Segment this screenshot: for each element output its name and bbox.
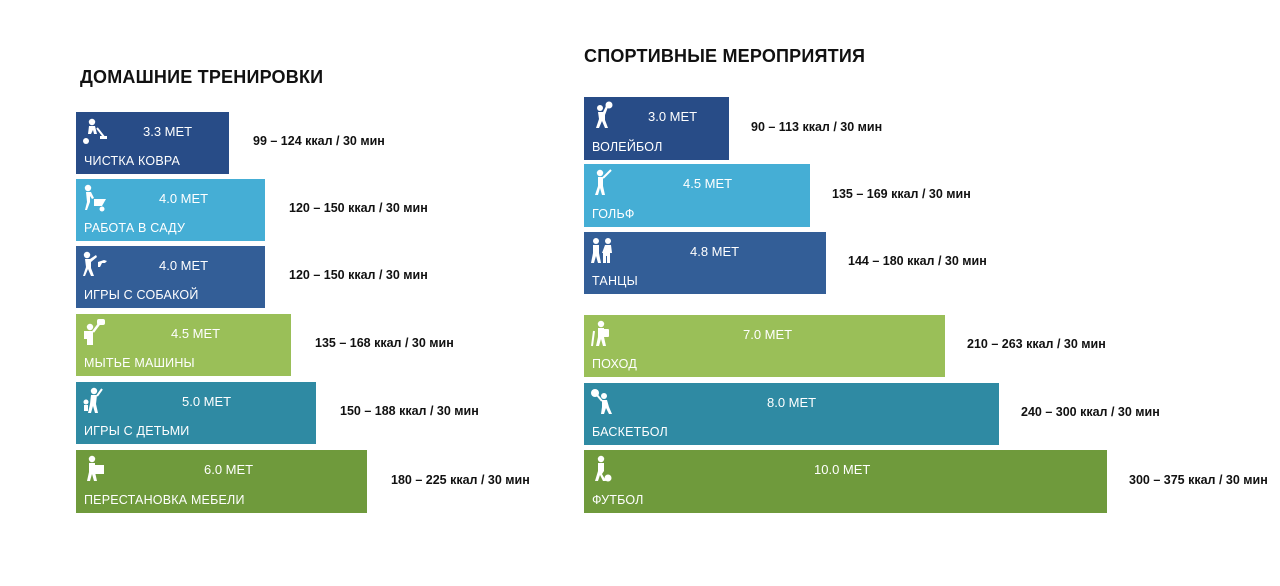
soccer-icon — [588, 454, 616, 484]
activity-label: ГОЛЬФ — [592, 207, 635, 221]
met-value-label: 6.0 МЕТ — [204, 462, 254, 477]
bar — [584, 97, 729, 160]
met-value-label: 5.0 МЕТ — [182, 394, 232, 409]
met-value-label: 10.0 МЕТ — [814, 462, 871, 477]
kcal-label: 180 – 225 ккал / 30 мин — [391, 473, 530, 487]
met-value-label: 4.0 МЕТ — [159, 258, 209, 273]
kcal-label: 120 – 150 ккал / 30 мин — [289, 268, 428, 282]
moving-furniture-icon — [80, 454, 108, 484]
met-value-label: 8.0 МЕТ — [767, 395, 817, 410]
gardening-wheelbarrow-icon — [80, 183, 108, 213]
activity-label: ПЕРЕСТАНОВКА МЕБЕЛИ — [84, 493, 245, 507]
golf-icon — [588, 168, 616, 198]
met-value-label: 4.0 МЕТ — [159, 191, 209, 206]
bar — [76, 112, 229, 174]
bar — [76, 246, 265, 308]
washing-car-icon — [80, 318, 108, 348]
activity-label: ЧИСТКА КОВРА — [84, 154, 181, 168]
hiking-icon — [588, 319, 616, 349]
bar — [76, 179, 265, 241]
activity-label: ФУТБОЛ — [592, 493, 644, 507]
bar — [584, 383, 999, 445]
met-value-label: 3.3 МЕТ — [143, 124, 193, 139]
activity-label: ВОЛЕЙБОЛ — [592, 140, 663, 154]
kcal-label: 99 – 124 ккал / 30 мин — [253, 134, 385, 148]
met-value-label: 4.8 МЕТ — [690, 244, 740, 259]
bar — [584, 164, 810, 227]
vacuum-cleaning-icon — [80, 116, 108, 146]
activity-label: ТАНЦЫ — [592, 274, 638, 288]
met-value-label: 4.5 МЕТ — [683, 176, 733, 191]
playing-with-dog-icon — [80, 250, 108, 280]
bar — [76, 314, 291, 376]
bar — [76, 382, 316, 444]
met-value-label: 3.0 МЕТ — [648, 109, 698, 124]
met-value-label: 7.0 МЕТ — [743, 327, 793, 342]
activity-label: БАСКЕТБОЛ — [592, 425, 668, 439]
kcal-label: 210 – 263 ккал / 30 мин — [967, 337, 1106, 351]
bar — [584, 232, 826, 294]
kcal-label: 240 – 300 ккал / 30 мин — [1021, 405, 1160, 419]
activity-label: РАБОТА В САДУ — [84, 221, 186, 235]
kcal-label: 135 – 169 ккал / 30 мин — [832, 187, 971, 201]
playing-with-kids-icon — [80, 386, 108, 416]
bar — [76, 450, 367, 513]
kcal-label: 90 – 113 ккал / 30 мин — [751, 120, 883, 134]
bar — [584, 315, 945, 377]
activity-label: ПОХОД — [592, 357, 637, 371]
sport-activities-title: СПОРТИВНЫЕ МЕРОПРИЯТИЯ — [584, 46, 866, 66]
bar — [584, 450, 1107, 513]
met-value-label: 4.5 МЕТ — [171, 326, 221, 341]
kcal-label: 300 – 375 ккал / 30 мин — [1129, 473, 1268, 487]
activity-label: МЫТЬЕ МАШИНЫ — [84, 356, 195, 370]
home-workouts-title: ДОМАШНИЕ ТРЕНИРОВКИ — [80, 67, 324, 87]
kcal-label: 120 – 150 ккал / 30 мин — [289, 201, 428, 215]
volleyball-icon — [588, 101, 616, 131]
dancing-icon — [588, 236, 616, 266]
activity-label: ИГРЫ С СОБАКОЙ — [84, 288, 199, 302]
kcal-label: 135 – 168 ккал / 30 мин — [315, 336, 454, 350]
activity-label: ИГРЫ С ДЕТЬМИ — [84, 424, 190, 438]
basketball-icon — [588, 387, 616, 417]
kcal-label: 150 – 188 ккал / 30 мин — [340, 404, 479, 418]
kcal-label: 144 – 180 ккал / 30 мин — [848, 254, 987, 268]
